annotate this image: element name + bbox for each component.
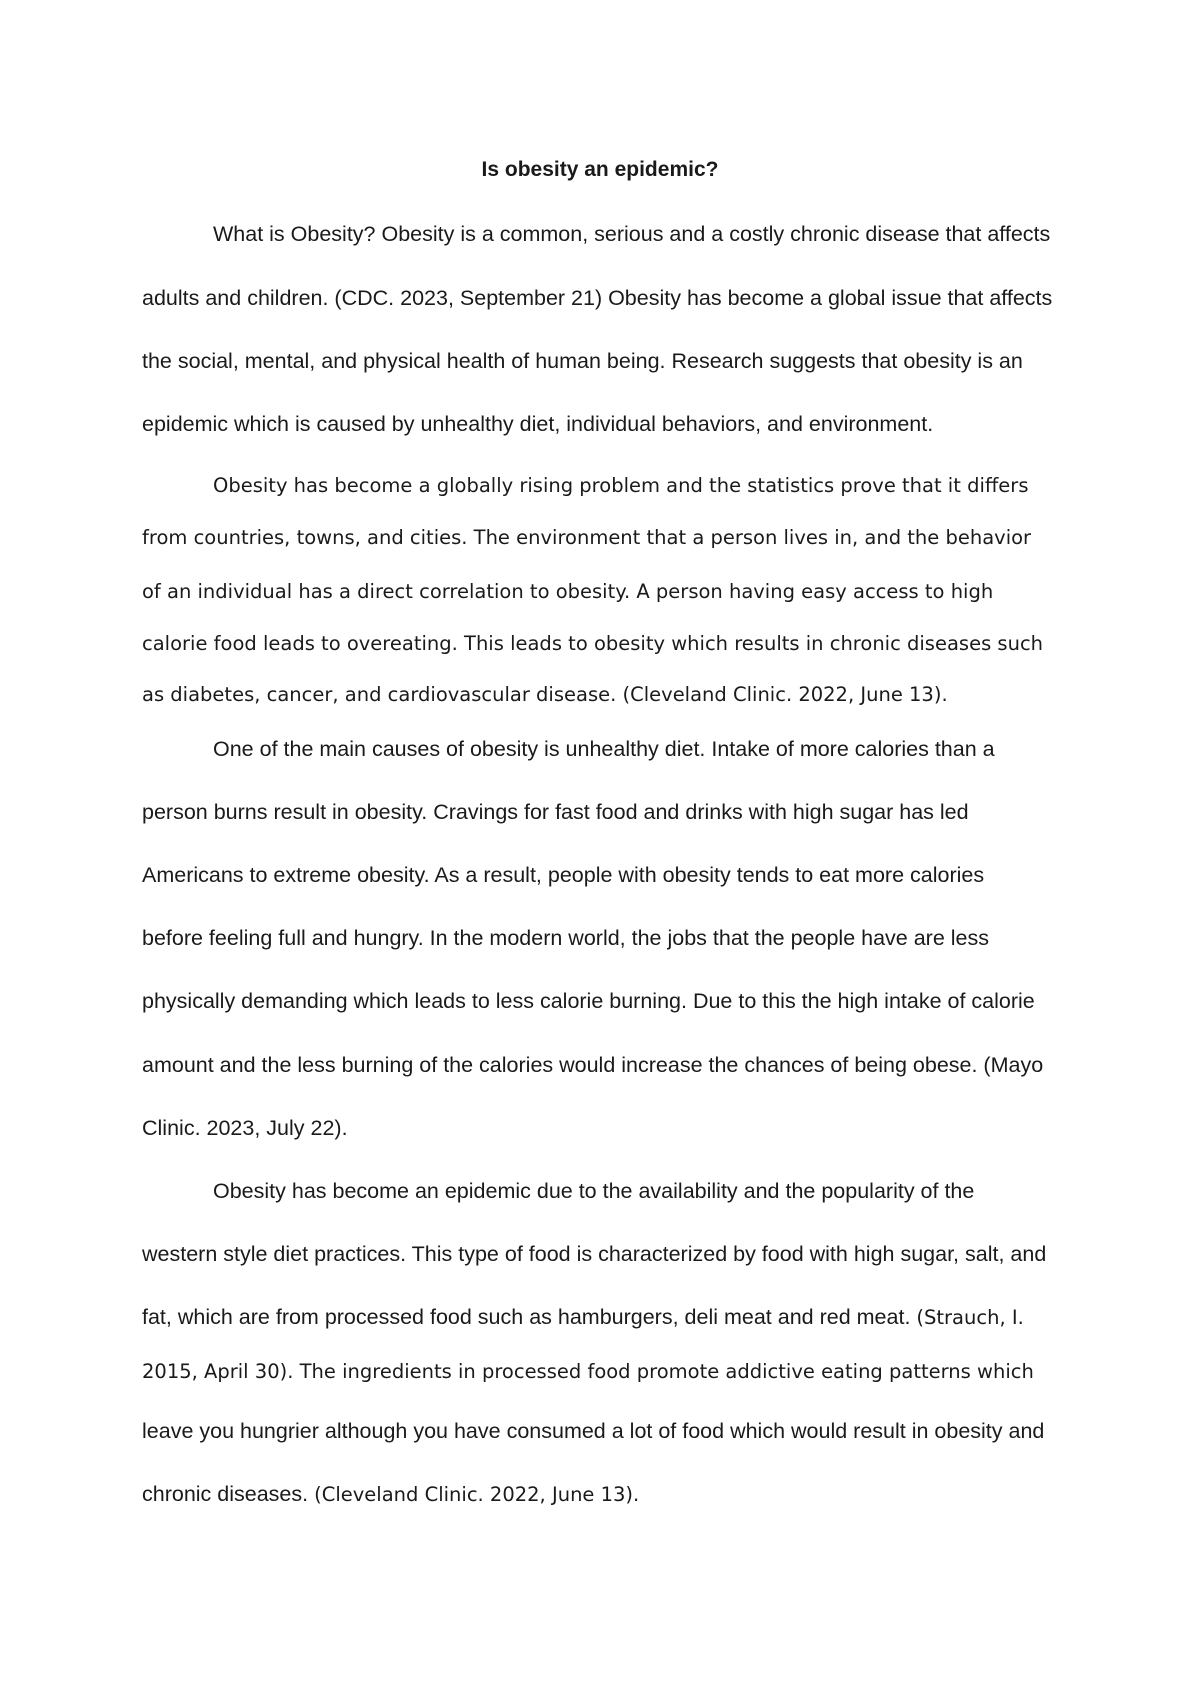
paragraph-3-line-5: physically demanding which leads to less calorie burning. Due to this the high intake of calorie <box>142 989 1035 1013</box>
paragraph-4-line-6 <box>142 1480 639 1509</box>
paragraph-4-line-5: leave you hungrier although you have consumed a lot of food which would result in obesity and <box>142 1419 1045 1443</box>
paragraph-3-line-6: amount and the less burning of the calories would increase the chances of being obese. (Mayo <box>142 1053 1044 1077</box>
citation-strauch: (Strauch, I. <box>916 1306 1024 1329</box>
paragraph-2-line-3: of an individual has a direct correlation to obesity. A person having easy access to high <box>142 580 994 603</box>
paragraph-2-line-1: Obesity has become a globally rising problem and the statistics prove that it differs <box>213 474 1029 497</box>
paragraph-3-line-4: before feeling full and hungry. In the modern world, the jobs that the people have are less <box>142 926 990 950</box>
paragraph-4-line-1: Obesity has become an epidemic due to the availability and the popularity of the <box>213 1179 975 1203</box>
paragraph-2-line-5: as diabetes, cancer, and cardiovascular disease. (Cleveland Clinic. 2022, June 13). <box>142 683 948 706</box>
paragraph-2-line-4: calorie food leads to overeating. This leads to obesity which results in chronic diseases such <box>142 632 1044 655</box>
paragraph-3-line-1: One of the main causes of obesity is unhealthy diet. Intake of more calories than a <box>213 737 995 761</box>
paragraph-4-line-6-text: chronic diseases. <box>142 1482 309 1506</box>
paragraph-4-line-3 <box>142 1303 1024 1332</box>
paragraph-4-line-2: western style diet practices. This type of food is characterized by food with high sugar, salt, and <box>142 1242 1047 1266</box>
paragraph-3-line-3: Americans to extreme obesity. As a result, people with obesity tends to eat more calories <box>142 863 985 887</box>
document-title: Is obesity an epidemic? <box>481 158 719 181</box>
paragraph-1-line-3: the social, mental, and physical health of human being. Research suggests that obesity is an <box>142 349 1023 373</box>
paragraph-1-line-4: epidemic which is caused by unhealthy diet, individual behaviors, and environment. <box>142 412 934 436</box>
paragraph-3-line-2: person burns result in obesity. Cravings for fast food and drinks with high sugar has led <box>142 800 969 824</box>
paragraph-4-line-3-text: fat, which are from processed food such as hamburgers, deli meat and red meat. <box>142 1305 911 1329</box>
paragraph-3-line-7: Clinic. 2023, July 22). <box>142 1116 348 1140</box>
paragraph-4-line-4: 2015, April 30). The ingredients in processed food promote addictive eating patterns which <box>142 1360 1034 1383</box>
citation-cleveland-clinic: (Cleveland Clinic. 2022, June 13). <box>314 1483 640 1506</box>
paragraph-2-line-2: from countries, towns, and cities. The environment that a person lives in, and the behavior <box>142 526 1032 549</box>
paragraph-1-line-1: What is Obesity? Obesity is a common, serious and a costly chronic disease that affects <box>213 222 1051 246</box>
paragraph-1-line-2: adults and children. (CDC. 2023, September 21) Obesity has become a global issue that affects <box>142 286 1053 310</box>
